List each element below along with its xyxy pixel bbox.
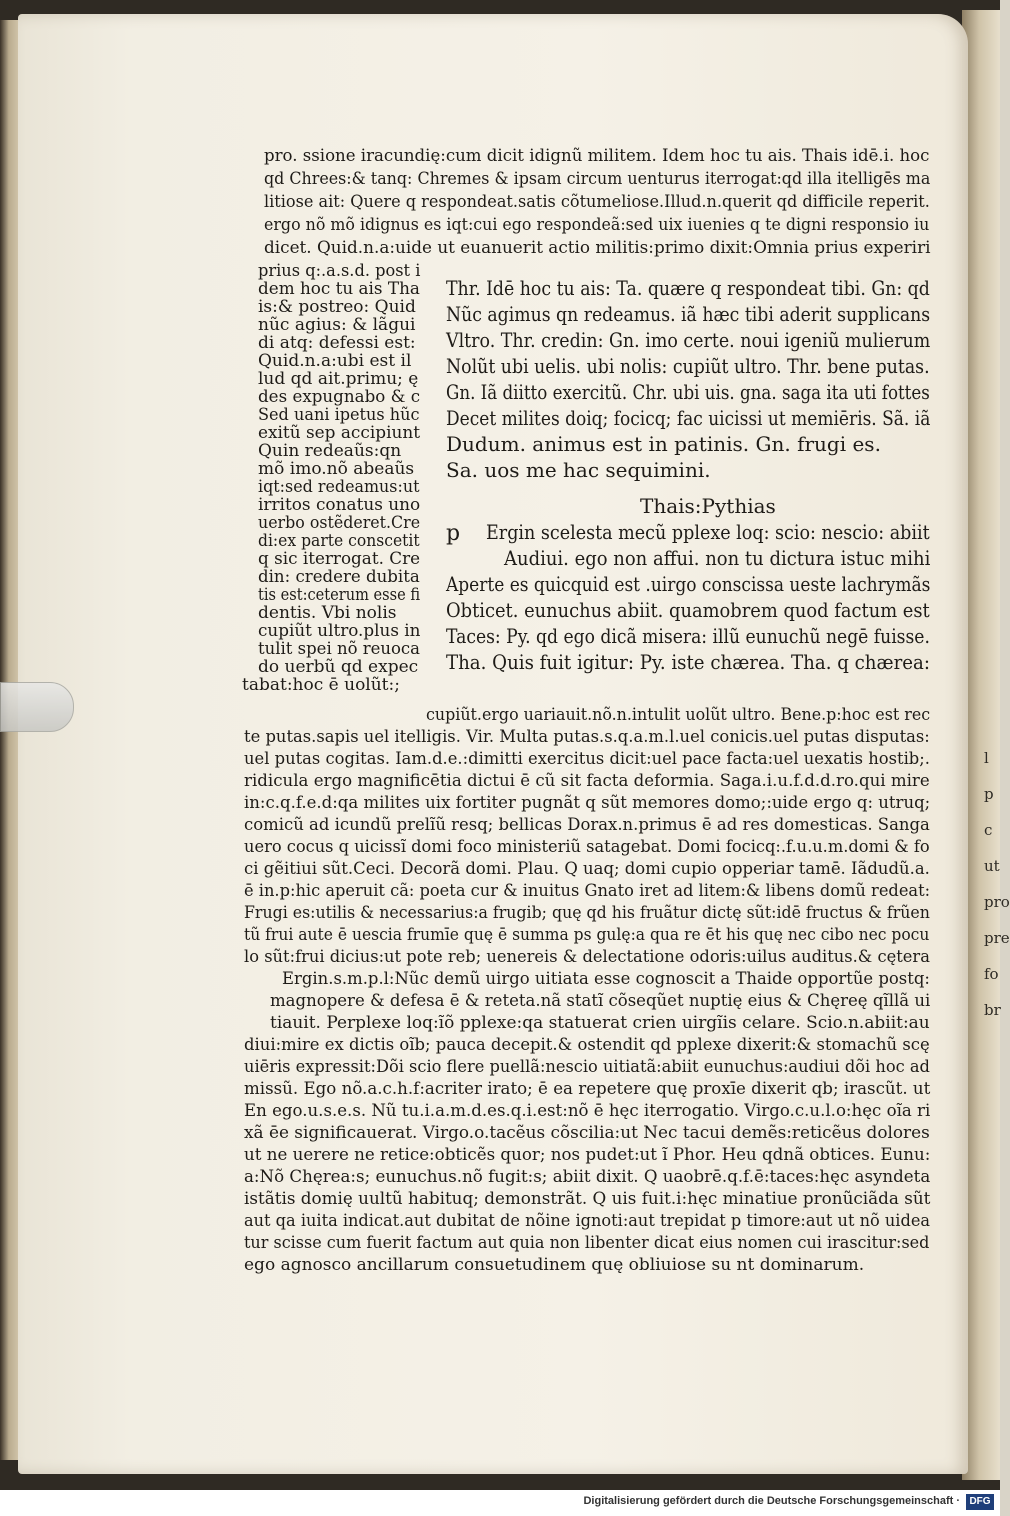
commentary-line: pro. ssione iracundię:cum dicit idignũ militem. Idem hoc tu ais. Thais idē.i. hoc [264, 146, 930, 166]
side-commentary-line: dentis. Vbi nolis [258, 603, 397, 623]
commentary-line: missũ. Ego nõ.a.c.h.f:acriter irato; ē ea repetere quę proxīe dixerit qb; irascũt. ut [244, 1079, 931, 1099]
commentary-line: diui:mire ex dictis oĩb; pauca decepit.& ostendit qd pplexe dixerit:& stomachũ scę [244, 1035, 930, 1055]
commentary-line: litiose ait: Quere q respondeat.satis cõtumeliose.Illud.n.querit qd difficile reperit. [264, 192, 930, 212]
scene-heading: Thais:Pythias [640, 494, 776, 518]
side-commentary-line: irritos conatus uno [258, 495, 421, 515]
right-mark: fo [984, 965, 999, 983]
commentary-line: qd Chrees:& tanq: Chremes & ipsam circum uenturus iterrogat:qd illa itelligēs ma [264, 169, 931, 189]
play-line: Thr. Idē hoc tu ais: Ta. quære q respondeat tibi. Gn: qd [446, 276, 930, 300]
right-mark: l [984, 749, 989, 767]
side-commentary-line: Sed uani ipetus hũc [258, 405, 420, 425]
commentary-line: xã ēe significauerat. Virgo.o.tacẽus cõscilia:ut Nec tacui demẽs:reticẽus dolores [244, 1123, 930, 1143]
play-line: Tha. Quis fuit igitur: Py. iste chærea. Tha. q chærea: [446, 650, 930, 674]
side-commentary-line: tis est:ceterum esse fi [258, 585, 421, 605]
funding-credit: Digitalisierung gefördert durch die Deutsche Forschungsgemeinschaft · [583, 1495, 960, 1507]
play-line: Obticet. eunuchus abiit. quamobrem quod factum est [446, 598, 930, 622]
side-commentary-line: cupiũt ultro.plus in [258, 621, 421, 641]
play-line: Decet milites doiq; focicq; fac uicissi ut memiēris. Sã. iã [446, 406, 931, 430]
side-commentary-line: uerbo ostẽderet.Cre [258, 513, 421, 533]
side-commentary-line: is:& postreo: Quid [258, 297, 416, 317]
right-mark: br [984, 1001, 1001, 1019]
play-line: Sa. uos me hac sequimini. [446, 458, 711, 482]
commentary-line: istãtis domię uultũ habituq; demonstrãt. Q uis fuit.i:hęc minatiue pronũciãda sũt [244, 1189, 931, 1209]
side-commentary-line: dem hoc tu ais Tha [258, 279, 420, 299]
right-mark: p [984, 785, 994, 803]
side-commentary-line: prius q:.a.s.d. post i [258, 261, 421, 281]
right-page-marginalia [984, 740, 1010, 1040]
commentary-line: ē in.p:hic aperuit cã: poeta cur & inuitus Gnato iret ad litem:& libens domũ redeat: [244, 881, 931, 901]
side-commentary-line: q sic iterrogat. Cre [258, 549, 421, 569]
commentary-line: aut qa iuita indicat.aut dubitat de nõine ignoti:aut trepidat p timore:aut ut nõ uidea [244, 1211, 931, 1231]
play-line: Nolũt ubi uelis. ubi nolis: cupiũt ultro. Thr. bene putas. [446, 354, 930, 378]
page-clip [0, 682, 74, 732]
right-mark: c [984, 821, 993, 839]
commentary-line: En ego.u.s.e.s. Nũ tu.i.a.m.d.es.q.i.est:nõ ē hęc iterrogatio. Virgo.c.u.l.o:hęc oĩa ri [244, 1101, 931, 1121]
play-line: Vltro. Thr. credin: Gn. imo certe. noui igeniũ mulierum [446, 328, 931, 352]
side-commentary-line: din: credere dubita [258, 567, 420, 587]
dfg-logo[interactable]: DFG [966, 1494, 994, 1510]
play-line: Audiui. ego non affui. non tu dictura istuc mihi [504, 546, 931, 570]
commentary-line: te putas.sapis uel itelligis. Vir. Multa putas.s.q.a.m.l.uel conicis.uel putas disputas: [244, 727, 930, 747]
side-commentary-line: do uerbũ qd expec [258, 657, 419, 677]
commentary-line: ridicula ergo magnificētia dictui ē cũ sit facta deformia. Saga.i.u.f.d.d.ro.qui mire [244, 771, 930, 791]
commentary-line: tiauit. Perplexe loq:ĩõ pplexe:qa statuerat crien uirgĩis celare. Scio.n.abiit:au [270, 1013, 930, 1033]
side-commentary-line: nũc agius: & lãgui [258, 315, 416, 335]
side-commentary-line: mõ imo.nõ abeaũs [258, 459, 415, 479]
side-commentary-line: di atq: defessi est: [258, 333, 416, 353]
commentary-line: in:c.q.f.e.d:qa milites uix fortiter pugnãt q sũt memores domo;:uide ergo q: utruq; [244, 793, 931, 813]
side-commentary-line: tabat:hoc ē uolũt:; [242, 675, 400, 695]
footer-bar [0, 1490, 1000, 1516]
side-commentary-line: des expugnabo & c [258, 387, 421, 407]
capital-guide-letter: p [446, 521, 461, 546]
commentary-line: a:Nõ Chęrea:s; eunuchus.nõ fugit:s; abiit dixit. Q uaobrē.q.f.ē:taces:hęc asyndeta [244, 1167, 931, 1187]
commentary-line: magnopere & defesa ē & reteta.nã statĩ cõseqũet nuptię eius & Chęreę qĩllã ui [270, 991, 931, 1011]
commentary-line: dicet. Quid.n.a:uide ut euanuerit actio militis:primo dixit:Omnia prius experiri [264, 238, 931, 258]
commentary-line: uiēris expressit:Dõi scio flere puellã:nescio uitiatã:abiit eunuchus:audiui dõi hoc ad [244, 1057, 930, 1077]
play-line: Ergin scelesta mecũ pplexe loq: scio: nescio: abiit [486, 520, 930, 544]
right-mark: pre [984, 929, 1010, 947]
side-commentary-line: tulit spei nõ reuoca [258, 639, 421, 659]
play-line: Dudum. animus est in patinis. Gn. frugi es. [446, 432, 881, 456]
commentary-line: ut ne uerere ne retice:obticẽs quor; nos pudet:ut ĩ Phor. Heu qdnã obtices. Eunu: [244, 1145, 931, 1165]
commentary-line: Frugi es:utilis & necessarius:a frugib; quę qd his fruãtur dictę sũt:idē fructus & frũen [244, 903, 930, 923]
side-commentary-line: lud qd ait.primu; ę [258, 369, 419, 389]
commentary-line: ci gẽitiui sũt.Ceci. Decorã domi. Plau. Q uaq; domi cupio opperiar tamē. Iãdudũ.a. [244, 859, 930, 879]
commentary-line: tũ frui aute ē uescia frumīe quę ē summa ps gulę:a qua re ēt his quę nec cibo nec pocu [244, 925, 930, 945]
play-line: Aperte es quicquid est .uirgo conscissa ueste lachrymãs [446, 572, 931, 596]
commentary-line: Ergin.s.m.p.l:Nũc demũ uirgo uitiata esse cognoscit a Thaide opportũe postq: [282, 969, 930, 989]
play-line: Taces: Py. qd ego dicã misera: illũ eunuchũ negē fuisse. [446, 624, 930, 648]
side-commentary-line: Quid.n.a:ubi est il [258, 351, 412, 371]
side-commentary-line: Quin redeaũs:qn [258, 441, 402, 461]
side-commentary-line: di:ex parte conscetit [258, 531, 420, 551]
commentary-line: lo sũt:frui dicius:ut pote reb; uenereis & delectatione odoris:uilus auditus.& cętera [244, 947, 930, 967]
commentary-line: uel putas cogitas. Iam.d.e.:dimitti exercitus dicit:uel pace facta:uel uexatis hostib;. [244, 749, 930, 769]
commentary-line: uero cocus q uicissĩ domi foco ministeriũ satagebat. Domi focicq:.f.u.u.m.domi & fo [244, 837, 930, 857]
commentary-line: ego agnosco ancillarum consuetudinem quę obliuiose su nt dominarum. [244, 1255, 865, 1275]
play-line: Nũc agimus qn redeamus. iã hæc tibi aderit supplicans [446, 302, 931, 326]
play-line: Gn. Iã diitto exercitũ. Chr. ubi uis. gna. saga ita uti fottes [446, 380, 930, 404]
side-commentary-line: exitũ sep accipiunt [258, 423, 421, 443]
commentary-line: comicũ ad icundũ prelĩũ resq; bellicas Dorax.n.primus ē ad res domesticas. Sanga [244, 815, 930, 835]
commentary-line: cupiũt.ergo uariauit.nõ.n.intulit uolũt ultro. Bene.p:hoc est rec [426, 705, 931, 725]
right-mark: pro [984, 893, 1010, 911]
commentary-line: tur scisse cum fuerit factum aut quia non libenter dicat eius nomen cui irascitur:sed [244, 1233, 930, 1253]
right-mark: ut [984, 857, 1000, 875]
side-commentary-line: iqt:sed redeamus:ut [258, 477, 420, 497]
commentary-line: ergo nõ mõ idignus es iqt:cui ego respondeã:sed uix iuenies q te digni responsio iu [264, 215, 930, 235]
